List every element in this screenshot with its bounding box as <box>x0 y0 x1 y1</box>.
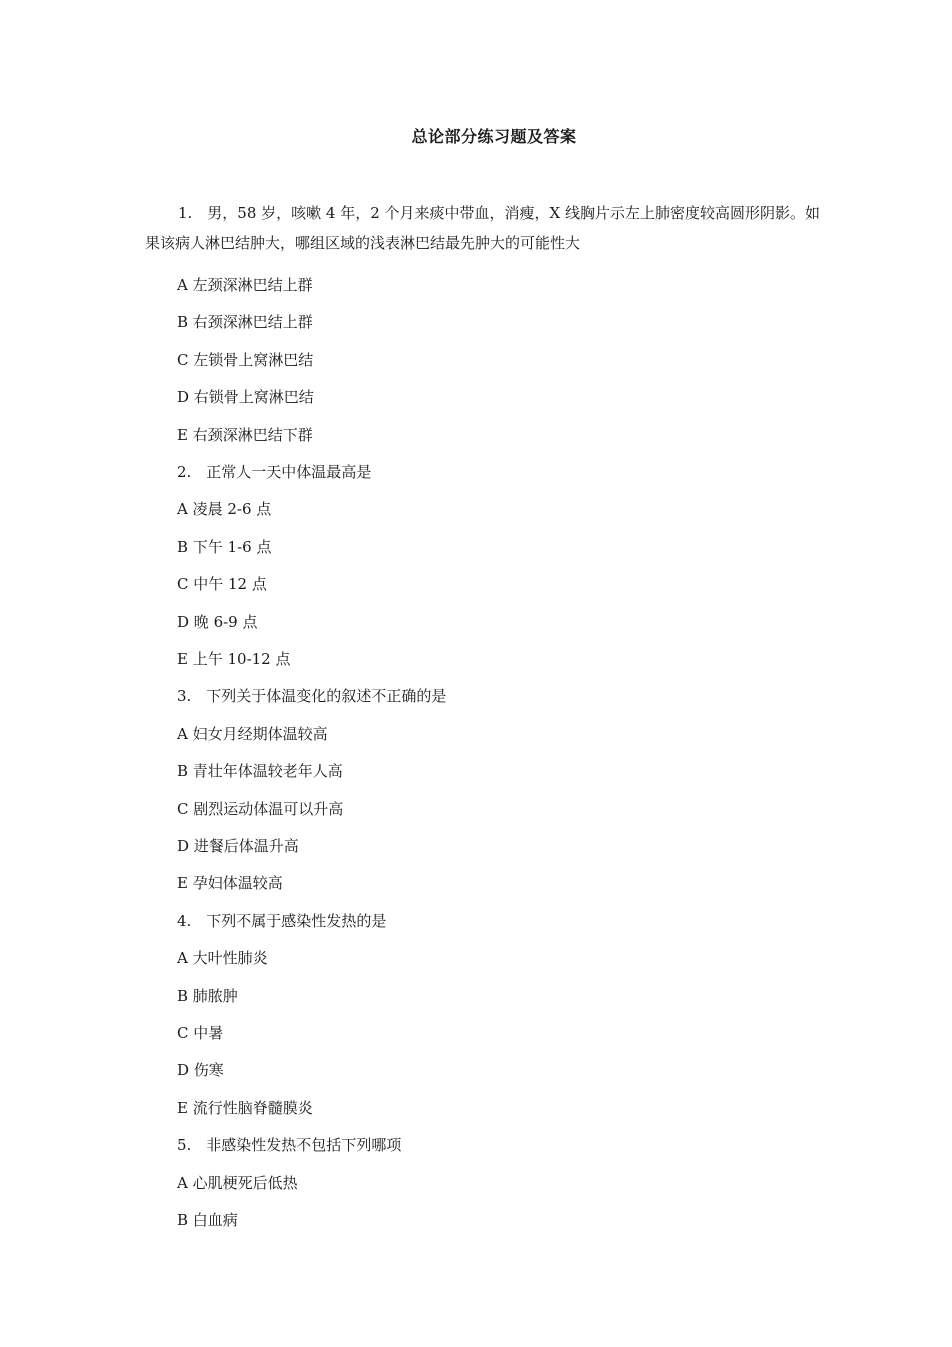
answer-option: C 中午 12 点 <box>177 575 267 594</box>
answer-option: D 晚 6-9 点 <box>177 612 258 631</box>
answer-option: A 妇女月经期体温较高 <box>177 724 328 743</box>
answer-option: B 下午 1-6 点 <box>177 537 272 556</box>
answer-option: D 进餐后体温升高 <box>177 837 299 855</box>
question-stem: 3. 下列关于体温变化的叙述不正确的是 <box>177 687 447 706</box>
answer-option: B 青壮年体温较老年人高 <box>177 762 343 781</box>
answer-option: B 肺脓肿 <box>177 986 238 1005</box>
answer-option: E 上午 10-12 点 <box>177 650 291 668</box>
answer-option: C 左锁骨上窝淋巴结 <box>177 350 314 369</box>
answer-option: E 右颈深淋巴结下群 <box>177 425 313 444</box>
question-stem: 2. 正常人一天中体温最高是 <box>177 463 372 481</box>
answer-option: C 剧烈运动体温可以升高 <box>177 799 344 818</box>
answer-option: D 右锁骨上窝淋巴结 <box>177 388 314 407</box>
answer-option: E 流行性脑脊髓膜炎 <box>177 1098 313 1117</box>
question-stem: 5. 非感染性发热不包括下列哪项 <box>177 1136 402 1155</box>
answer-option: E 孕妇体温较高 <box>177 874 283 893</box>
document-title: 总论部分练习题及答案 <box>411 127 577 146</box>
answer-option: A 心肌梗死后低热 <box>177 1173 298 1192</box>
answer-option: C 中暑 <box>177 1024 224 1042</box>
answer-option: B 右颈深淋巴结上群 <box>177 313 313 332</box>
answer-option: A 大叶性肺炎 <box>177 949 268 968</box>
question-1-stem: 1. 男，58 岁，咳嗽 4 年，2 个月来痰中带血，消瘦，X 线胸片示左上肺密度较高圆形阴影。如果该病人淋巴结肿大，哪组区域的浅表淋巴结最先肿大的可能性大 <box>145 204 821 252</box>
answer-option: A 左颈深淋巴结上群 <box>177 276 313 294</box>
question-stem: 4. 下列不属于感染性发热的是 <box>177 911 387 930</box>
answer-option: D 伤寒 <box>177 1061 224 1080</box>
answer-option: A 凌晨 2-6 点 <box>177 500 272 519</box>
answer-option: B 白血病 <box>177 1211 238 1229</box>
